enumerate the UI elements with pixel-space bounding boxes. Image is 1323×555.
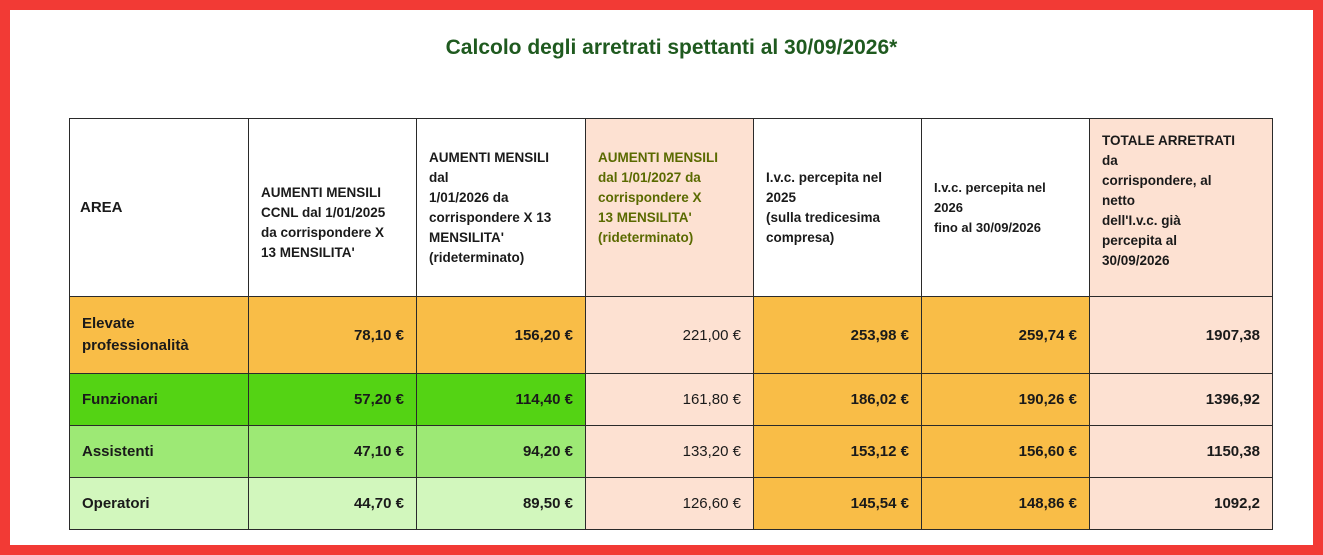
area-cell: Funzionari [70,374,249,426]
value-cell: 156,60 € [922,426,1090,478]
total-cell: 1150,38 [1090,426,1273,478]
value-cell: 161,80 € [586,374,754,426]
table-row [70,478,1273,530]
value-cell: 148,86 € [922,478,1090,530]
page-title: Calcolo degli arretrati spettanti al 30/09/2026* [445,36,898,59]
header-increase-2027: AUMENTI MENSILI dal 1/01/2027 da corrispondere X 13 MENSILITA' (rideterminato) [586,119,754,297]
header-area: AREA [70,119,249,297]
value-cell: 133,20 € [586,426,754,478]
value-cell: 114,40 € [417,374,586,426]
value-cell: 153,12 € [754,426,922,478]
table-row [70,426,1273,478]
area-cell: Elevate professionalità [70,297,249,374]
header-total-arrears: TOTALE ARRETRATI da corrispondere, al netto dell'I.v.c. già percepita al 30/09/2026 [1090,119,1273,297]
header-increase-2026: AUMENTI MENSILI dal 1/01/2026 da corrispondere X 13 MENSILITA' (rideterminato) [417,119,586,297]
value-cell: 47,10 € [249,426,417,478]
area-cell: Operatori [70,478,249,530]
table-row [70,297,1273,374]
value-cell: 259,74 € [922,297,1090,374]
value-cell: 89,50 € [417,478,586,530]
value-cell: 156,20 € [417,297,586,374]
value-cell: 253,98 € [754,297,922,374]
table-row [70,374,1273,426]
value-cell: 186,02 € [754,374,922,426]
total-cell: 1092,2 [1090,478,1273,530]
value-cell: 57,20 € [249,374,417,426]
arrears-table [69,118,1273,530]
header-ivc-2026: I.v.c. percepita nel 2026 fino al 30/09/2026 [922,119,1090,297]
area-cell: Assistenti [70,426,249,478]
value-cell: 78,10 € [249,297,417,374]
header-ivc-2025: I.v.c. percepita nel 2025 (sulla tredicesima compresa) [754,119,922,297]
total-cell: 1907,38 [1090,297,1273,374]
value-cell: 44,70 € [249,478,417,530]
total-cell: 1396,92 [1090,374,1273,426]
value-cell: 145,54 € [754,478,922,530]
value-cell: 190,26 € [922,374,1090,426]
header-increase-2025: AUMENTI MENSILI CCNL dal 1/01/2025 da corrispondere X 13 MENSILITA' [249,119,417,297]
header-row [70,119,1273,297]
value-cell: 126,60 € [586,478,754,530]
value-cell: 221,00 € [586,297,754,374]
value-cell: 94,20 € [417,426,586,478]
